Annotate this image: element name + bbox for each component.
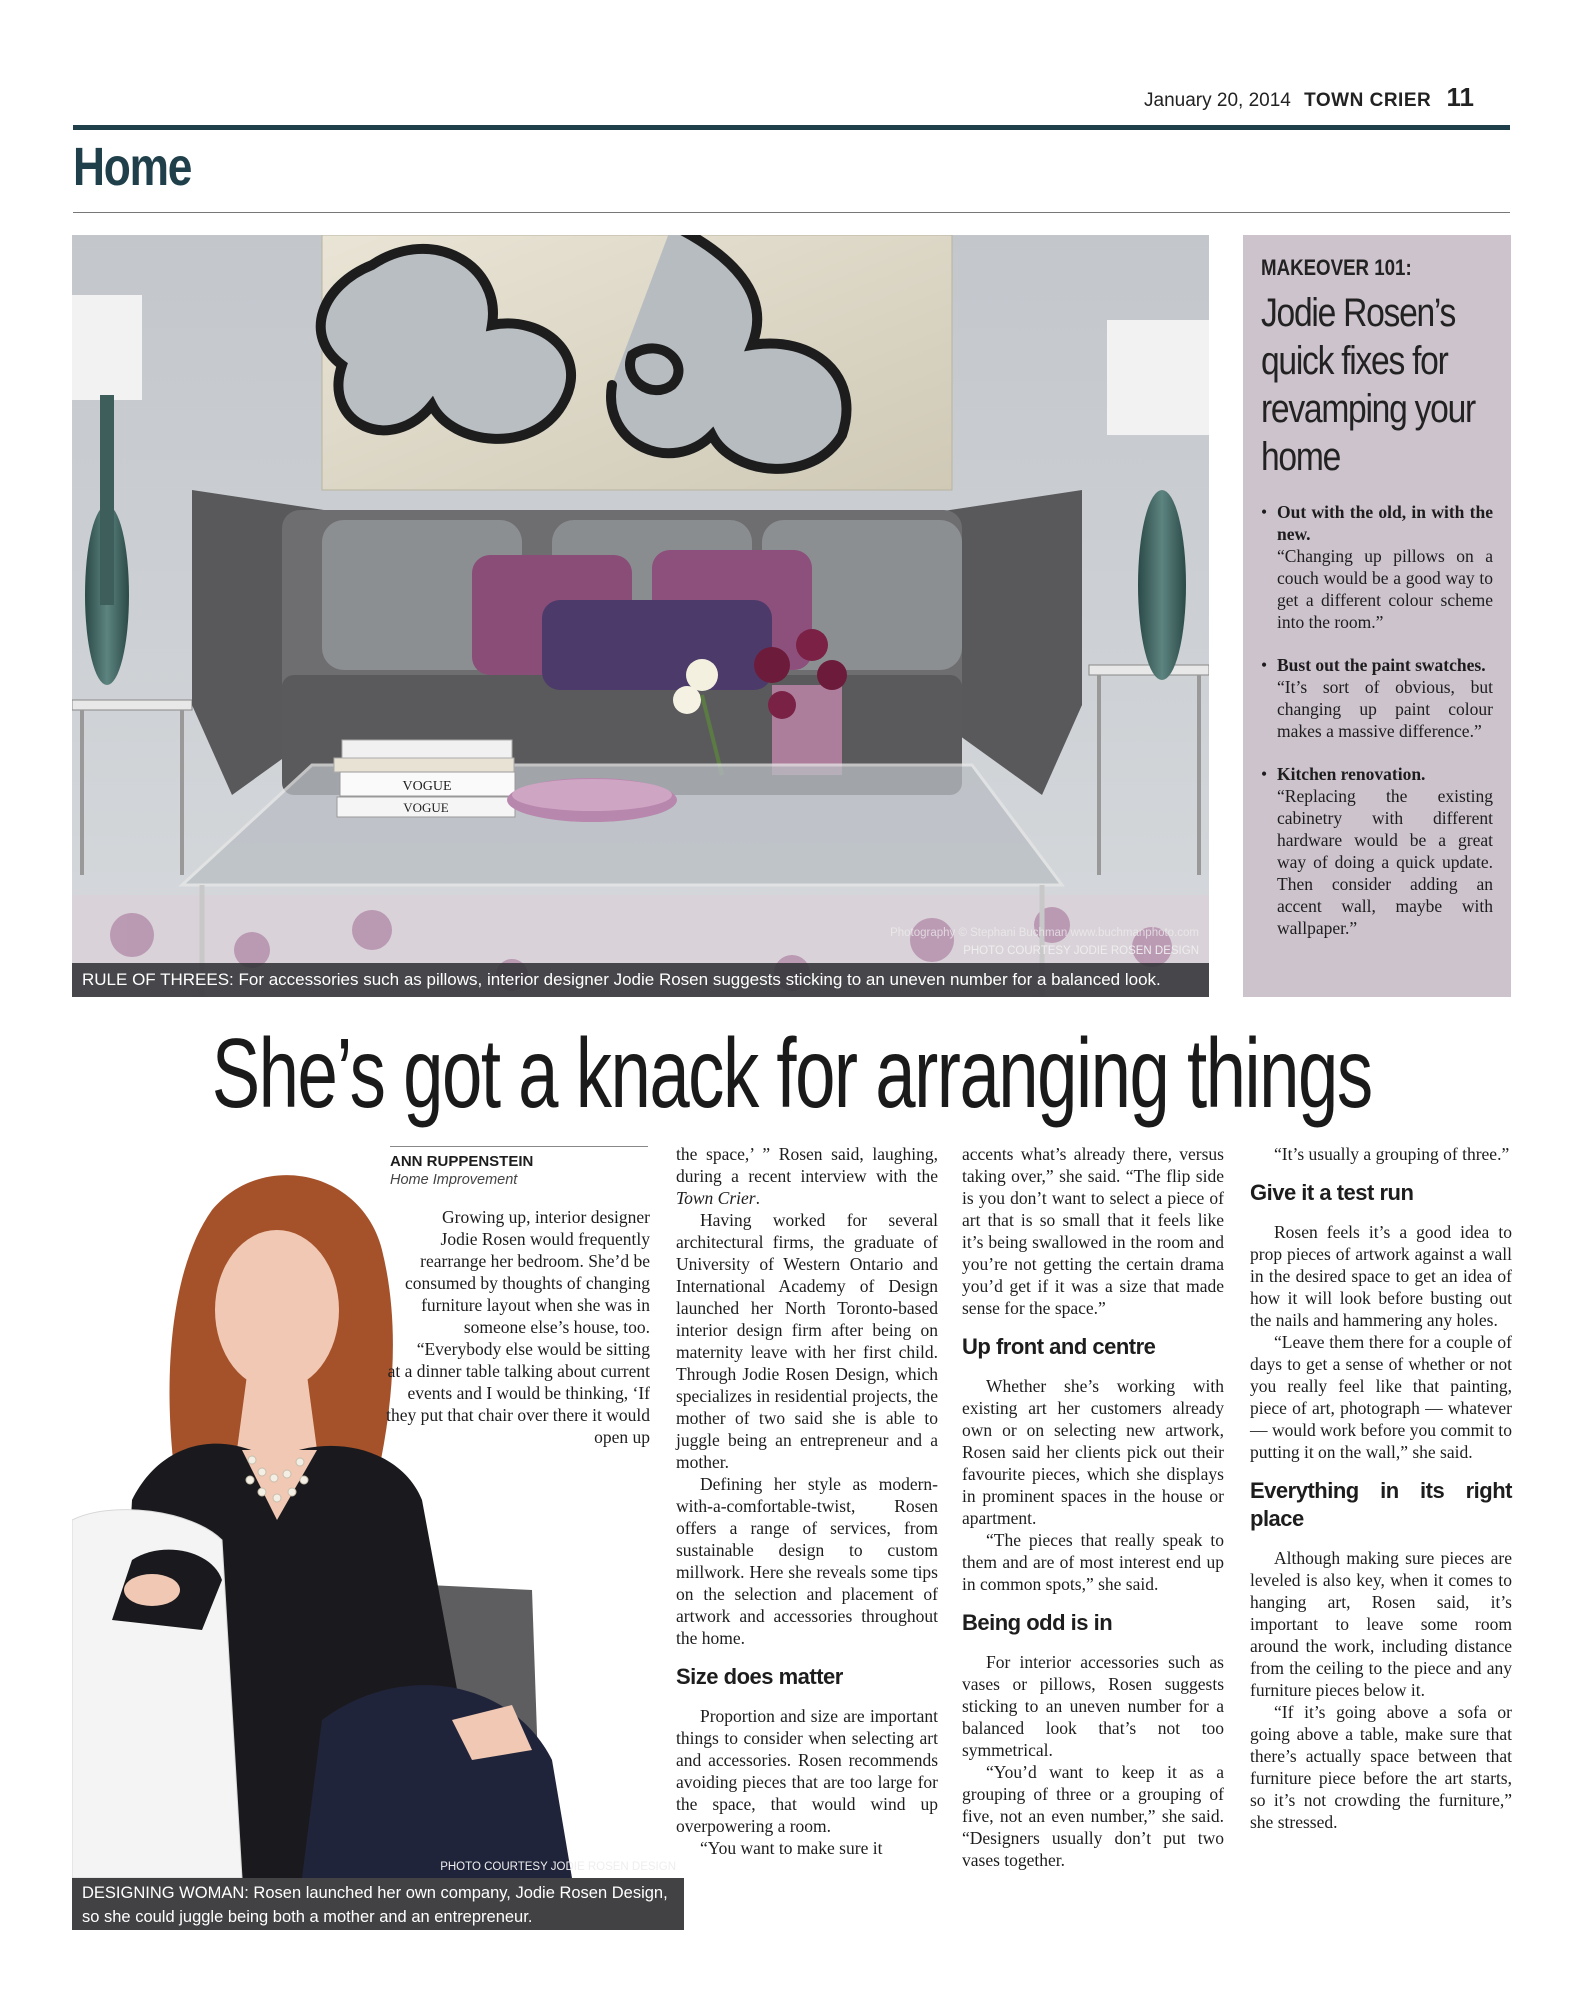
article-paragraph: Rosen feels it’s a good idea to prop pieces of artwork against a wall in the desired space to get an idea of how it will look before busting out the nails and hammering any holes. — [1250, 1222, 1512, 1330]
tip-heading: • Bust out the paint swatches. — [1277, 655, 1486, 675]
article-paragraph: “It’s usually a grouping of three.” — [1274, 1144, 1510, 1164]
article-paragraph: “You want to make sure it — [700, 1838, 883, 1858]
portrait-caption: DESIGNING WOMAN: Rosen launched her own company, Jodie Rosen Design, so she could juggle being both a mother and an entrepreneur. — [72, 1878, 684, 1930]
page-number: 11 — [1446, 82, 1474, 112]
living-room-photo — [72, 235, 1209, 997]
tip-heading: • Out with the old, in with the new. — [1277, 502, 1493, 544]
tips-list — [1261, 501, 1493, 939]
publication-name: Town Crier — [676, 1188, 756, 1208]
article-paragraph: “Everybody else would be sitting at a dinner table talking about current events and I would be thinking, ‘If they put that chair over there it would open up — [386, 1339, 650, 1447]
book-spine-1: VOGUE — [402, 779, 452, 794]
article-column-3 — [962, 1143, 1224, 1871]
headline-text: She’s got a knack for arranging things — [212, 1018, 1372, 1128]
subhead-odd: Being odd is in — [962, 1610, 1113, 1635]
article-paragraph: Although making sure pieces are leveled is also key, when it comes to hanging art, Rosen said, it’s important to leave some room around the work, including distance from the ceiling to the piece and any furniture pieces below it. — [1250, 1548, 1512, 1700]
tip-item — [1261, 763, 1493, 939]
article-paragraph: Defining her style as modern-with-a-comfortable-twist, Rosen offers a range of services, from sustainable design to custom millwork. Here she reveals some tips on the selection and placement of artwork and accessories throughout the home. — [676, 1474, 938, 1648]
sidebar-kicker: MAKEOVER 101: — [1261, 255, 1412, 280]
article-paragraph: Whether she’s working with existing art her customers already own or on selecting new artwork, Rosen said her clients pick out their favourite pieces, which she displays in prominent spaces in the house or apartment. — [962, 1376, 1224, 1528]
article-paragraph: “Leave them there for a couple of days to get a sense of whether or not you really feel like that painting, piece of art, photograph — whatever — would work before you commit to putting it on the wall,” she said. — [1250, 1332, 1512, 1462]
article-paragraph: Proportion and size are important things to consider when selecting art and accessories. Rosen recommends avoiding pieces that are too large for the space, that would wind up overpowering a room. — [676, 1706, 938, 1836]
tip-text: “It’s sort of obvious, but changing up paint colour makes a massive difference.” — [1277, 677, 1493, 741]
photo-credit: PHOTO COURTESY JODIE ROSEN DESIGN — [963, 945, 1199, 957]
tip-item — [1261, 654, 1493, 742]
section-title: Home — [73, 137, 192, 197]
article-paragraph: “The pieces that really speak to them and are of most interest end up in common spots,” she said. — [962, 1530, 1224, 1594]
subhead-size: Size does matter — [676, 1664, 843, 1689]
article-column-1 — [385, 1206, 650, 1448]
article-paragraph: the space,’ ” Rosen said, laughing, during a recent interview with the Town Crier. — [676, 1144, 938, 1208]
article-paragraph: accents what’s already there, versus taking over,” she said. “The flip side is you don’t want to select a piece of art that is so small that it feels like it’s being swallowed in the room and you’re not getting the certain drama you’d get if it was a size that made sense for the space.” — [962, 1144, 1224, 1318]
paragraph-text: the space,’ ” Rosen said, laughing, during a recent interview with the — [676, 1144, 938, 1186]
sidebar-title: Jodie Rosen’s quick fixes for revamping your home — [1261, 291, 1475, 479]
tip-text: “Replacing the existing cabinetry with different hardware would be a great way of doing a quick update. Then consider adding an accent wall, maybe with wallpaper.” — [1277, 786, 1493, 938]
portrait-credit: PHOTO COURTESY JODIE ROSEN DESIGN — [440, 1861, 676, 1873]
author-name: ANN RUPPENSTEIN — [390, 1153, 534, 1170]
tip-item — [1261, 501, 1493, 633]
subhead-front: Up front and centre — [962, 1334, 1156, 1359]
article-paragraph: “You’d want to keep it as a grouping of three or a grouping of five, not an even number,” she said. “Designers usually don’t put two vases together. — [962, 1762, 1224, 1870]
article-paragraph: Having worked for several architectural firms, the graduate of University of Western Ontario and International Academy of Design launched her North Toronto-based interior design firm after being on maternity leave with her first child. Through Jodie Rosen Design, which specializes in residential projects, the mother of two said she is able to juggle being an entrepreneur and a mother. — [676, 1210, 938, 1472]
article-paragraph: “If it’s going above a sofa or going above a table, make sure that there’s actually space between that furniture piece before the art starts, so it’s not crowding the furniture,” she stressed. — [1250, 1702, 1512, 1832]
article-column-2 — [676, 1143, 938, 1859]
newspaper-name: TOWN CRIER — [1304, 90, 1432, 111]
article-headline — [0, 1018, 1584, 1128]
subhead-place: Everything in its right place — [1250, 1478, 1512, 1531]
photo-caption: RULE OF THREES: For accessories such as pillows, interior designer Jodie Rosen suggests sticking to an uneven number for a balanced look. — [72, 963, 1209, 997]
section-rule — [73, 212, 1510, 213]
book-spine-2: VOGUE — [403, 800, 449, 815]
byline — [390, 1146, 648, 1188]
tip-heading: • Kitchen renovation. — [1277, 764, 1426, 784]
article-column-4 — [1250, 1143, 1512, 1833]
tip-text: “Changing up pillows on a couch would be a good way to get a different colour scheme into the room.” — [1277, 546, 1493, 632]
makeover-sidebar — [1243, 235, 1511, 997]
author-beat: Home Improvement — [390, 1172, 518, 1188]
subhead-test: Give it a test run — [1250, 1180, 1414, 1205]
article-paragraph: Growing up, interior designer Jodie Rosen would frequently rearrange her bedroom. She’d be consumed by thoughts of changing furniture layout when she was in someone else’s house, too. — [405, 1207, 650, 1337]
photographer-credit: Photography © Stephani Buchman www.buchmanphoto.com — [890, 927, 1199, 939]
issue-date: January 20, 2014 — [1144, 90, 1291, 111]
article-paragraph: For interior accessories such as vases or pillows, Rosen suggests sticking to an uneven number for a balanced look that’s not too symmetrical. — [962, 1652, 1224, 1760]
living-room-illustration — [72, 235, 1209, 997]
page-header — [1144, 82, 1474, 113]
header-rule — [73, 125, 1510, 130]
